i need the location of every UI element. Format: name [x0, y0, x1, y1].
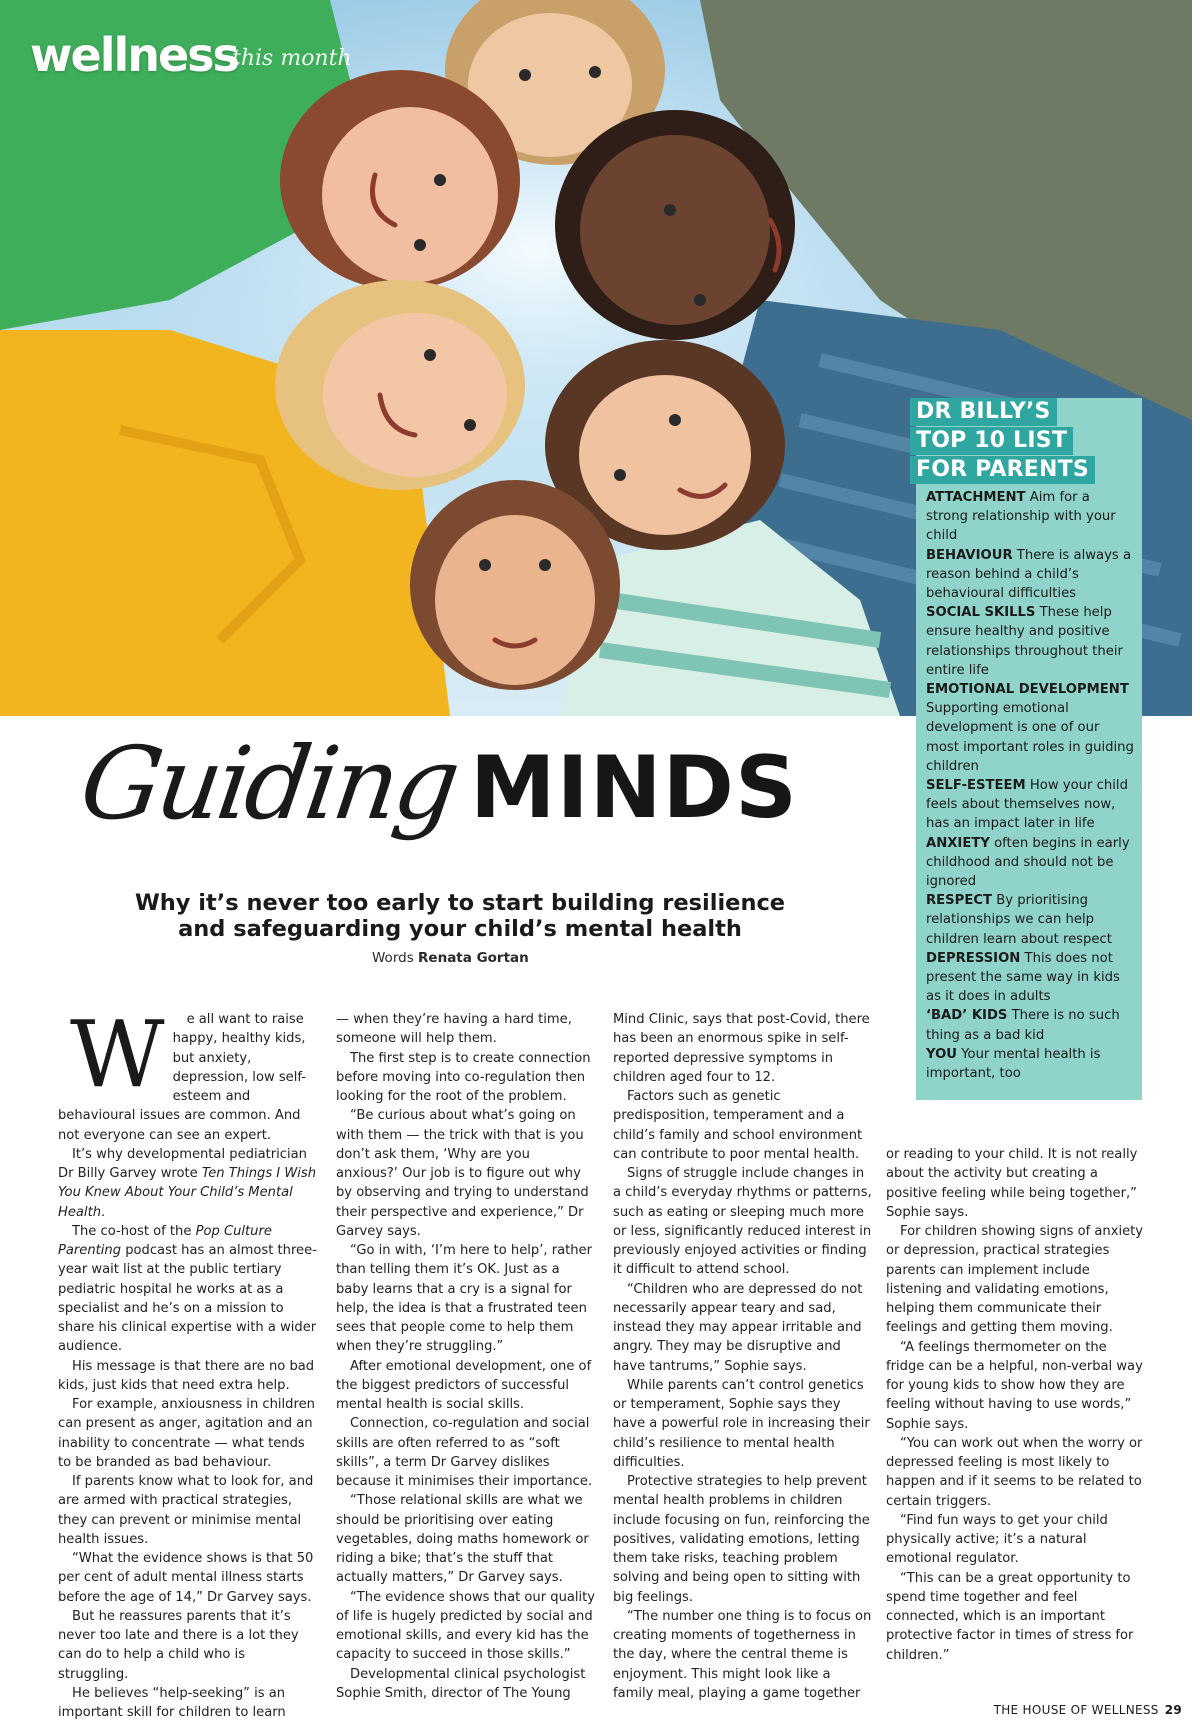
- article-paragraph: “What the evidence shows is that 50 per cent of adult mental illness starts before the age of 14,” Dr Garvey says.: [58, 1551, 314, 1605]
- tip-term: RESPECT: [926, 893, 993, 909]
- tip-item: [926, 546, 1134, 604]
- article-paragraph: The first step is to create connection before moving into co-regulation then looking for the root of the problem.: [336, 1050, 591, 1104]
- tip-text: By prioritising relationships we can help children learn about respect: [926, 893, 1112, 947]
- tip-text: Aim for a strong relationship with your child: [926, 490, 1116, 544]
- byline: [372, 950, 529, 966]
- paragraph-text: e all want to raise happy, healthy kids, but anxiety, depression, low self-esteem and behavioural issues are common. And not everyone can see an expert.: [58, 1012, 306, 1143]
- tip-item: [926, 680, 1134, 776]
- tip-term: ATTACHMENT: [926, 490, 1026, 505]
- article-paragraph: [58, 1145, 318, 1222]
- tip-term: ANXIETY: [926, 835, 990, 851]
- article-paragraph: For example, anxiousness in children can present as anger, agitation and an inability to concentrate — what tends to be branded as bad behaviour.: [58, 1397, 315, 1470]
- article-paragraph: “The evidence shows that our quality of life is hugely predicted by social and emotional skills, and every kid has the capacity to succeed in those skills.”: [336, 1589, 596, 1663]
- article-column-3: [613, 1010, 873, 1703]
- brand-logo: wellness: [30, 28, 238, 82]
- standfirst-line: Why it’s never too early to start building resilience: [134, 890, 786, 916]
- paragraph-text: The co-host of the: [72, 1223, 196, 1239]
- article-paragraph: “A feelings thermometer on the fridge can be a helpful, non-verbal way for young kids to show how they are feeling without having to use words,” Sophie says.: [886, 1339, 1143, 1432]
- tip-text: Your mental health is important, too: [926, 1046, 1101, 1082]
- tip-term: YOU: [926, 1046, 957, 1062]
- article-paragraph: [58, 1222, 318, 1357]
- tip-item: [926, 776, 1134, 834]
- tip-text: There is no such thing as a bad kid: [926, 1008, 1120, 1043]
- article-paragraph: If parents know what to look for, and are armed with practical strategies, they can prevent or minimise mental health issues.: [58, 1474, 314, 1547]
- article-column-2: [336, 1010, 596, 1703]
- tip-term: SELF-ESTEEM: [926, 778, 1026, 794]
- tip-item: [926, 1045, 1134, 1083]
- tip-text: Supporting emotional development is one of our most important roles in guiding children: [926, 701, 1134, 774]
- paragraph-text: It’s why developmental pediatrician Dr Billy Garvey wrote: [58, 1146, 307, 1181]
- article-paragraph: After emotional development, one of the biggest predictors of successful mental health is social skills.: [336, 1358, 592, 1412]
- tip-item: [926, 949, 1134, 1007]
- tip-text: This does not present the same way in kids as it does in adults: [926, 950, 1120, 1005]
- page-footer: [994, 1703, 1182, 1717]
- tip-term: ‘BAD’ KIDS: [926, 1008, 1008, 1024]
- article-paragraph: His message is that there are no bad kids, just kids that need extra help.: [58, 1358, 315, 1393]
- tip-item: [926, 834, 1134, 892]
- article-paragraph: “Go in with, ‘I’m here to help’, rather than telling them it’s OK. Just as a baby learns that a cry is a signal for help, the idea is that a frustrated teen sees that people come to help them when they’re struggling.”: [336, 1243, 592, 1355]
- article-paragraph: Factors such as genetic predisposition, temperament and a child’s family and school environment can contribute to poor mental health.: [613, 1089, 863, 1162]
- sidebar-title: [910, 398, 1140, 485]
- article-paragraph: Signs of struggle include changes in a child’s everyday rhythms or patterns, such as eating or sleeping much more or less, significantly reduced interest in previously enjoyed activities or finding it difficult to attend school.: [613, 1166, 872, 1278]
- tip-text: often begins in early childhood and should not be ignored: [926, 835, 1130, 890]
- article-paragraph: “You can work out when the worry or depressed feeling is most likely to happen and if it seems to be related to certain triggers.: [886, 1435, 1143, 1509]
- article-column-1: [58, 1001, 318, 1722]
- article-paragraph: — when they’re having a hard time, someone will help them.: [336, 1012, 572, 1047]
- tip-term: DEPRESSION: [926, 950, 1021, 966]
- brand-section-label: this month: [232, 46, 352, 71]
- publication-name: THE HOUSE OF WELLNESS: [993, 1703, 1159, 1717]
- tip-item: [926, 1006, 1134, 1044]
- article-paragraph: [58, 1001, 318, 1145]
- tip-text: How your child feels about themselves now, has an impact later in life: [926, 778, 1128, 832]
- article-paragraph: But he reassures parents that it’s never too late and there is a lot they can do to help a child who is struggling.: [58, 1608, 299, 1682]
- byline-author: Renata Gortan: [418, 950, 529, 966]
- article-paragraph: While parents can’t control genetics or temperament, Sophie says they have a powerful role in increasing their child’s resilience to mental health difficulties.: [613, 1377, 870, 1470]
- article-paragraph: Mind Clinic, says that post-Covid, there has been an enormous spike in self-reported depressive symptoms in children aged four to 12.: [613, 1012, 870, 1085]
- article-paragraph: Connection, co-regulation and social skills are often referred to as “soft skills”, a term Dr Garvey dislikes because it minimises their importance.: [336, 1416, 593, 1489]
- article-paragraph: “Find fun ways to get your child physically active; it’s a natural emotional regulator.: [886, 1512, 1108, 1567]
- paragraph-text: .: [101, 1204, 106, 1220]
- article-column-4: [886, 1145, 1146, 1665]
- headline-bold-word: MINDS: [470, 738, 798, 838]
- tip-item: [926, 891, 1134, 949]
- article-paragraph: or reading to your child. It is not really about the activity but creating a positive feeling while being together,” Sophie says.: [886, 1147, 1138, 1220]
- drop-cap: W: [70, 1001, 165, 1108]
- podcast-title: Pop Culture Parenting: [58, 1223, 272, 1258]
- tip-item: [926, 603, 1134, 680]
- book-title: Ten Things I Wish You Knew About Your Child’s Mental Health: [58, 1166, 317, 1220]
- article-paragraph: He believes “help-seeking” is an important skill for children to learn: [58, 1685, 286, 1720]
- article-paragraph: “Children who are depressed do not necessarily appear teary and sad, instead they may appear irritable and angry. They may be disruptive and have tantrums,” Sophie says.: [613, 1281, 863, 1374]
- article-paragraph: “Be curious about what’s going on with them — the trick with that is you don’t ask them, ‘Why are you anxious?’ Our job is to figure out why by observing and trying to understand their perspective and experience,” Dr Garvey says.: [336, 1108, 589, 1239]
- article-paragraph: “The number one thing is to focus on creating moments of togetherness in the day, where the central theme is enjoyment. This might look like a family meal, playing a game together: [613, 1608, 872, 1701]
- paragraph-text: podcast has an almost three-year wait list at the public tertiary pediatric hospital he works at as a specialist and he’s on a mission to share his clinical expertise with a wider audience.: [58, 1243, 317, 1355]
- byline-label: Words: [372, 950, 414, 966]
- article-paragraph: “This can be a great opportunity to spend time together and feel connected, which is an important protective factor in times of stress for children.”: [886, 1570, 1134, 1663]
- article-paragraph: “Those relational skills are what we should be prioritising over eating vegetables, doing maths homework or riding a bike; that’s the stuff that actually matters,” Dr Garvey says.: [336, 1493, 589, 1586]
- tip-text: There is always a reason behind a child’s behavioural difficulties: [926, 547, 1132, 602]
- tip-item: [926, 488, 1134, 546]
- tip-text: These help ensure healthy and positive relationships throughout their entire life: [926, 605, 1123, 678]
- tip-term: EMOTIONAL DEVELOPMENT: [926, 682, 1129, 698]
- tip-term: SOCIAL SKILLS: [926, 605, 1036, 621]
- top-10-list-sidebar: [916, 398, 1142, 1100]
- sidebar-title-line: TOP 10 LIST: [910, 427, 1073, 455]
- standfirst: [110, 890, 810, 942]
- headline-script-word: Guiding: [73, 725, 463, 842]
- tip-term: BEHAVIOUR: [926, 547, 1013, 563]
- standfirst-line: and safeguarding your child’s mental health: [178, 916, 742, 942]
- sidebar-title-line: DR BILLY’S: [910, 398, 1057, 426]
- sidebar-title-line: FOR PARENTS: [910, 456, 1095, 484]
- article-paragraph: For children showing signs of anxiety or depression, practical strategies parents can implement include listening and validating emotions, helping them communicate their feelings and getting them moving.: [886, 1224, 1144, 1336]
- article-paragraph: Protective strategies to help prevent mental health problems in children include focusing on fun, reinforcing the positives, validating emotions, letting them take risks, teaching problem solving and being open to sitting with big feelings.: [613, 1474, 870, 1605]
- article-paragraph: Developmental clinical psychologist Sophie Smith, director of The Young: [336, 1666, 586, 1701]
- page-number: 29: [1164, 1703, 1182, 1717]
